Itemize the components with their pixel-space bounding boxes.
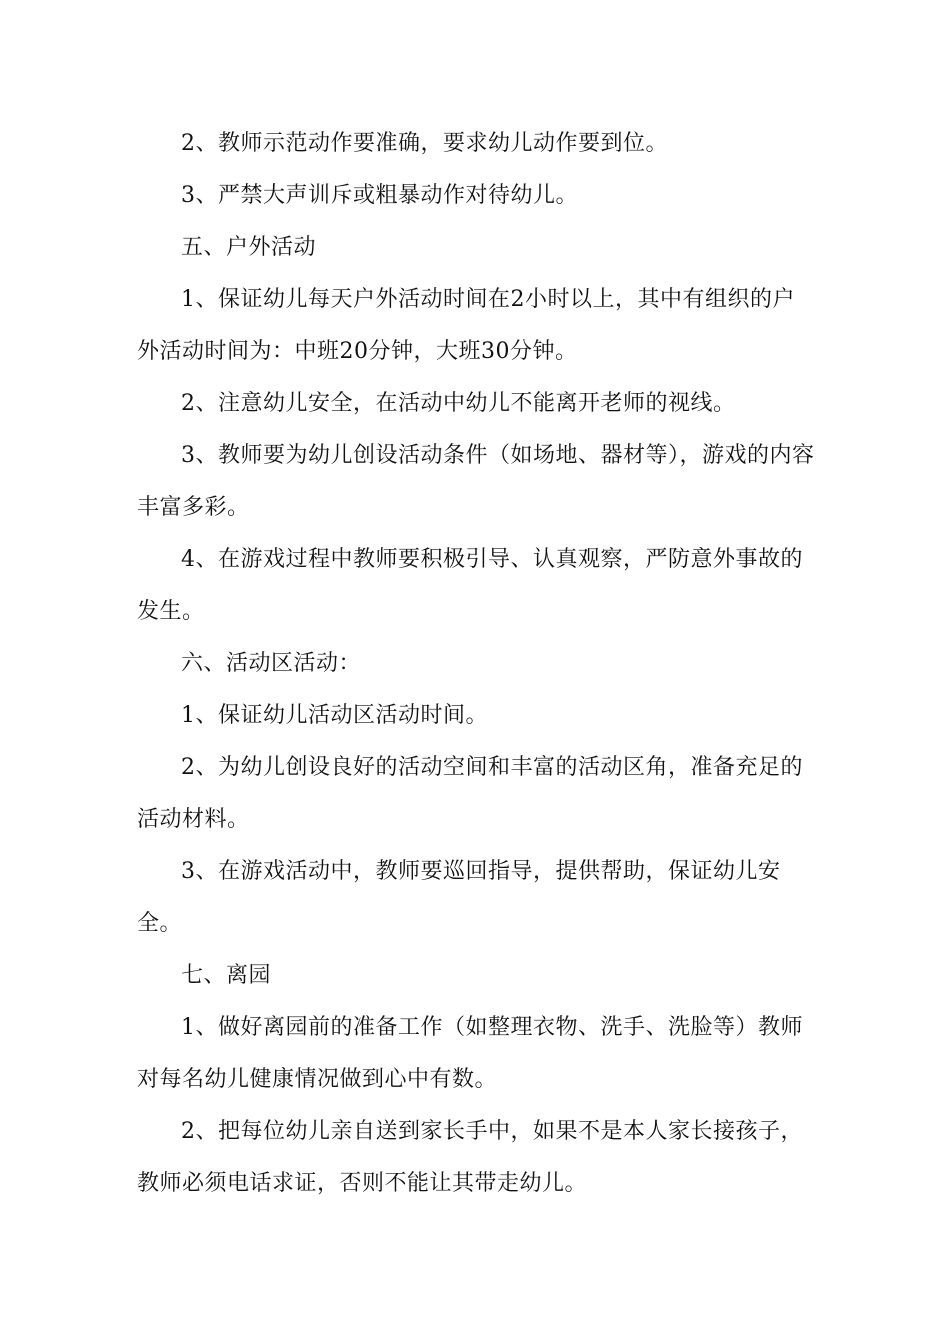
section-heading-leaving: 七、离园 [181,963,272,988]
paragraph-outdoor-safety: 2、注意幼儿安全，在活动中幼儿不能离开老师的视线。 [181,391,736,416]
paragraph-game-guidance: 4、在游戏过程中教师要积极引导、认真观察，严防意外事故的发生。 [137,547,803,624]
paragraph-area-time: 1、保证幼儿活动区活动时间。 [181,703,488,728]
paragraph-leaving-preparation: 1、做好离园前的准备工作（如整理衣物、洗手、洗脸等）教师对每名幼儿健康情况做到心中有数。 [137,1015,803,1092]
paragraph-area-guidance: 3、在游戏活动中，教师要巡回指导，提供帮助，保证幼儿安全。 [137,859,781,936]
paragraph-area-space: 2、为幼儿创设良好的活动空间和丰富的活动区角，准备充足的活动材料。 [137,755,803,832]
paragraph-teacher-demonstration: 2、教师示范动作要准确，要求幼儿动作要到位。 [181,131,668,156]
document-body [137,118,817,1210]
paragraph-no-harsh-treatment: 3、严禁大声训斥或粗暴动作对待幼儿。 [181,183,578,208]
paragraph-outdoor-time: 1、保证幼儿每天户外活动时间在2小时以上，其中有组织的户外活动时间为：中班20分钟，大班30分钟。 [137,287,795,364]
section-heading-outdoor-activities: 五、户外活动 [181,235,317,260]
paragraph-leaving-handover: 2、把每位幼儿亲自送到家长手中，如果不是本人家长接孩子，教师必须电话求证，否则不能让其带走幼儿。 [137,1119,803,1196]
paragraph-activity-conditions: 3、教师要为幼儿创设活动条件（如场地、器材等），游戏的内容丰富多彩。 [137,443,815,520]
section-heading-activity-areas: 六、活动区活动： [181,651,362,676]
